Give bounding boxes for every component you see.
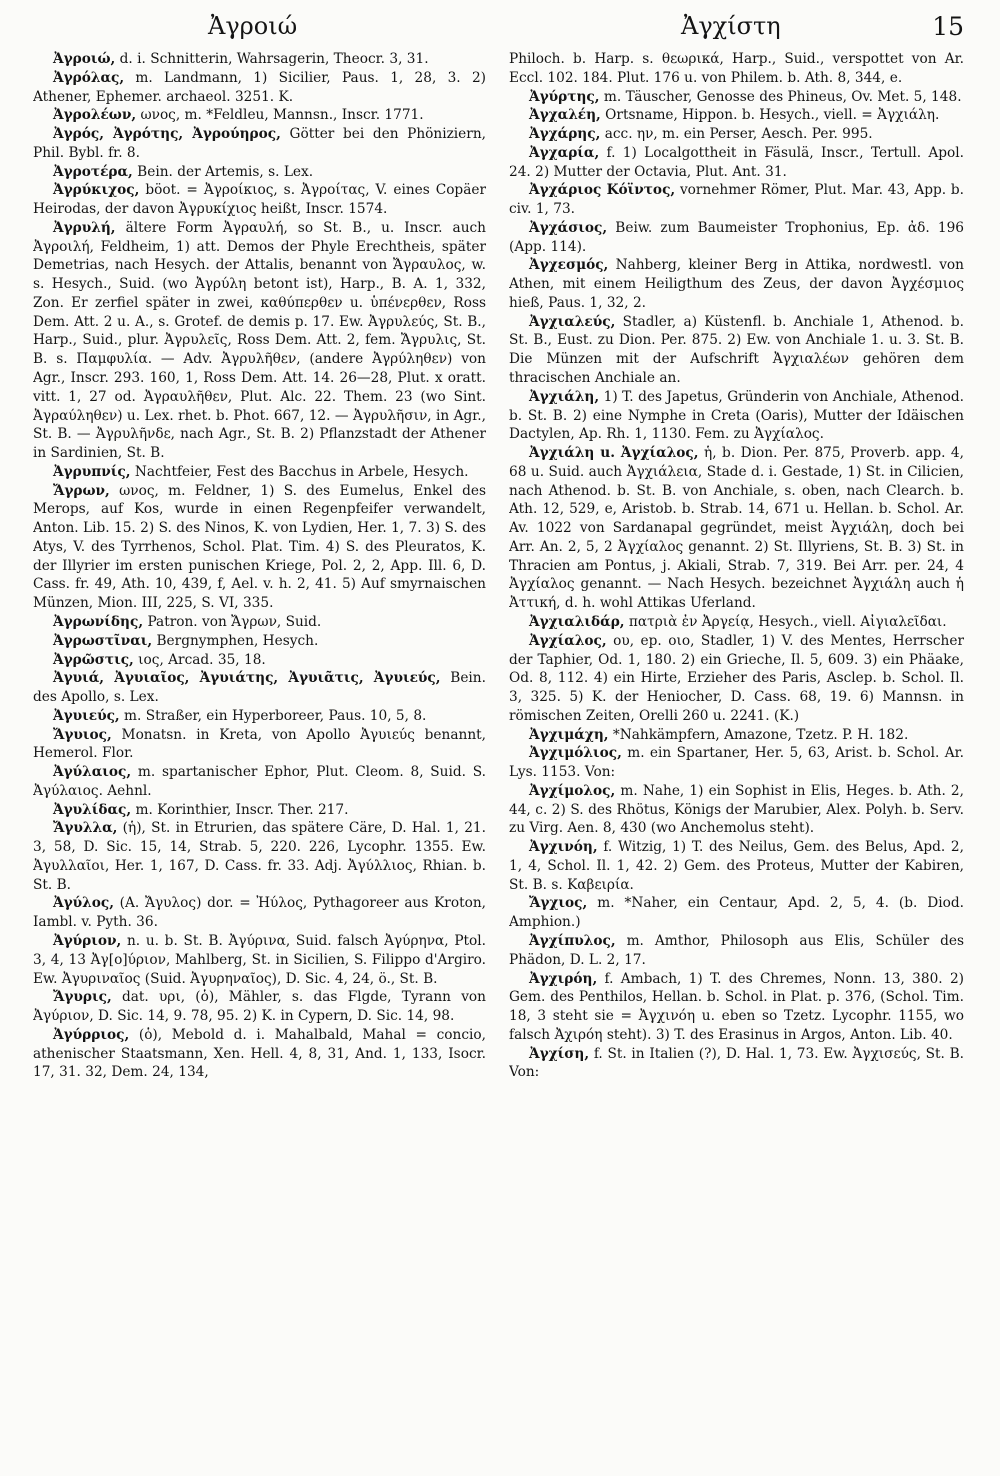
entry-text: m. spartanischer Ephor, Plut. Cleom. 8, Suid. S. Ἀγύλαιος. Aehnl. bbox=[33, 764, 486, 799]
dictionary-entry bbox=[33, 651, 486, 670]
entry-headword: Ἀγχιαλιδάρ, bbox=[529, 613, 625, 630]
entry-text: f. St. in Italien (?), D. Hal. 1, 73. Ew. Ἀγχισεύς, St. B. Von: bbox=[509, 1045, 964, 1081]
entry-headword: Ἀγχίμολος, bbox=[529, 782, 616, 799]
entry-headword: Ἀγχιαλεύς, bbox=[529, 313, 616, 330]
entry-text: Bein. der Artemis, s. Lex. bbox=[132, 163, 314, 180]
entry-headword: Ἀγρολέων, bbox=[53, 107, 137, 124]
entry-text: Nahberg, kleiner Berg in Attika, nordwestl. von Athen, mit einem Heiligthum des Zeus, der davon Ἀγχέσμιος hieß, Paus. 1, 32, 2. bbox=[509, 257, 964, 311]
entry-headword: Ἄγρων, bbox=[53, 482, 110, 499]
entry-headword: Ἀγρωνίδης, bbox=[53, 613, 144, 630]
entry-headword: Ἀγχάσιος, bbox=[529, 219, 608, 236]
dictionary-entry bbox=[509, 125, 964, 144]
dictionary-entry bbox=[509, 388, 964, 444]
dictionary-entry bbox=[33, 482, 486, 613]
dictionary-entry bbox=[33, 819, 486, 894]
dictionary-entry bbox=[509, 106, 964, 125]
entry-headword: Ἀγχιμάχη, bbox=[529, 726, 609, 743]
dictionary-entry bbox=[509, 256, 964, 312]
dictionary-entry bbox=[509, 782, 964, 838]
entry-text: m. Straßer, ein Hyperboreer, Paus. 10, 5, 8. bbox=[119, 707, 427, 724]
entry-text: Monatsn. in Kreta, von Apollo Ἀγυιεύς benannt, Hemerol. Flor. bbox=[33, 726, 486, 762]
dictionary-entry bbox=[33, 69, 486, 107]
entry-headword: Ἀγύριον, bbox=[53, 932, 122, 949]
dictionary-entry bbox=[509, 894, 964, 932]
dictionary-entry bbox=[33, 669, 486, 707]
dictionary-entry bbox=[509, 613, 964, 632]
entry-text: Ortsname, Hippon. b. Hesych., viell. = Ἀγχιάλη. bbox=[600, 107, 940, 124]
entry-text: 1) T. des Japetus, Gründerin von Anchiale, Athenod. b. St. B. 2) eine Nymphe in Creta (Oaris), Mutter der Idäischen Dactylen, Ap. Rh. 1, 1130. Fem. zu Ἀγχίαλος. bbox=[509, 388, 964, 443]
entry-headword: Ἀγύλος, bbox=[53, 895, 114, 912]
entry-text: πατριὰ ἐν Ἀργείᾳ, Hesych., viell. Αἰγιαλεῖδαι. bbox=[624, 613, 947, 630]
entry-headword: Ἀγχίση, bbox=[529, 1045, 590, 1062]
entry-headword: Ἀγυιεύς, bbox=[53, 707, 120, 724]
entry-text: m. *Naher, ein Centaur, Apd. 2, 5, 4. (b. Diod. Amphion.) bbox=[509, 895, 964, 931]
dictionary-entry bbox=[33, 219, 486, 463]
entry-text: m. Amthor, Philosoph aus Elis, Schüler des Phädon, D. L. 2, 17. bbox=[509, 932, 964, 968]
entry-text: m. ein Spartaner, Her. 5, 63, Arist. b. Schol. Ar. Lys. 1153. Von: bbox=[509, 745, 964, 781]
dictionary-entry bbox=[509, 181, 964, 219]
dictionary-entry bbox=[509, 970, 964, 1045]
dictionary-entry bbox=[33, 707, 486, 726]
entry-text: m. Korinthier, Inscr. Ther. 217. bbox=[131, 801, 349, 818]
dictionary-entry bbox=[509, 88, 964, 107]
entry-text: Bein. des Apollo, s. Lex. bbox=[33, 670, 486, 706]
entry-headword: Ἄγχιος, bbox=[529, 895, 588, 912]
dictionary-entry bbox=[33, 801, 486, 820]
entry-text: m. Täuscher, Genosse des Phineus, Ov. Met. 5, 148. bbox=[599, 88, 962, 105]
entry-headword: Ἀγχάρης, bbox=[529, 126, 601, 143]
entry-text: acc. ην, m. ein Perser, Aesch. Per. 995. bbox=[600, 126, 873, 143]
dictionary-entry bbox=[33, 106, 486, 125]
dictionary-entry bbox=[33, 463, 486, 482]
entry-text: böot. = Ἀγροίκιος, s. Ἀγροίτας, V. eines Copäer Heirodas, der davon Ἀγρυκίχιος heißt, Inscr. 1574. bbox=[33, 182, 486, 218]
entry-headword: Ἀγχάριος Κόϊντος, bbox=[529, 182, 676, 199]
running-head-right: Ἀγχίστη bbox=[681, 12, 781, 40]
entry-text: ωνος, m. Feldner, 1) S. des Eumelus, Enkel des Merops, auf Kos, wurde in einen Regenpfeifer verwandelt, Anton. Lib. 15. 2) S. des Ninos, K. von Lydien, Her. 1, 7. 3) S. des Atys, V. des Tyrrhenos, Schol. Plat. Tim. 4) S. des Pleuratos, K. der Illyrier im ersten punischen Kriege, Pol. 2, 2, App. Ill. 6, D. Cass. fr. 49, Ath. 10, 439, f, Ael. v. h. 2, 41. 5) Auf smyrnaischen Münzen, Mion. III, 225, S. VI, 335. bbox=[33, 482, 486, 612]
dictionary-entry bbox=[509, 932, 964, 970]
entry-headword: Ἀγχιμόλιος, bbox=[529, 745, 622, 762]
entry-headword: Ἀγροιώ, bbox=[53, 51, 116, 67]
entry-headword: Ἀγύρριος, bbox=[53, 1026, 130, 1043]
entry-headword: Ἀγχιάλη, bbox=[529, 388, 600, 405]
entry-text: ωνος, m. *Feldleu, Mannsn., Inscr. 1771. bbox=[136, 107, 424, 124]
page-header bbox=[36, 8, 964, 42]
entry-headword: Ἀγχεσμός, bbox=[529, 257, 609, 274]
entry-headword: Ἄγυρις, bbox=[53, 989, 112, 1006]
dictionary-entry bbox=[33, 894, 486, 932]
entry-headword: Ἀγχαρία, bbox=[529, 144, 600, 161]
dictionary-entry bbox=[33, 163, 486, 182]
entry-text: dat. υρι, (ὁ), Mähler, s. das Flgde, Tyrann von Ἀγύριον, D. Sic. 14, 9. 78, 95. 2) K. in Cypern, D. Sic. 14, 98. bbox=[33, 989, 486, 1025]
dictionary-entry bbox=[33, 726, 486, 764]
entry-headword: Ἀγρόλας, bbox=[53, 69, 125, 86]
entry-headword: Ἀγχιάλη u. Ἀγχίαλος, bbox=[529, 445, 699, 462]
left-column bbox=[33, 50, 486, 1470]
page-number: 15 bbox=[932, 12, 964, 41]
entry-headword: Ἀγρωστῖναι, bbox=[53, 632, 153, 649]
dictionary-entry bbox=[33, 632, 486, 651]
entry-headword: Ἀγχιρόη, bbox=[529, 970, 598, 987]
entry-headword: Ἀγρυλή, bbox=[53, 219, 116, 236]
entry-text: ου, ep. οιο, Stadler, 1) V. des Mentes, Herrscher der Taphier, Od. 1, 180. 2) ein Grieche, Il. 5, 609. 3) ein Phäake, Od. 8, 112. 4) ein Hirte, Erzieher des Paris, Asclep. b. Schol. Il. 3, 325. 5) K. der Heniocher, D. Cass. 68, 19. 6) Mannsn. in römischen Zeiten, Orelli 260 u. 2241. (K.) bbox=[509, 632, 964, 724]
entry-headword: Ἀγύλαιος, bbox=[53, 764, 132, 781]
dictionary-entry bbox=[33, 181, 486, 219]
entry-text: n. u. b. St. B. Ἀγύρινα, Suid. falsch Ἀγύρηνα, Ptol. 3, 4, 13 Ἀγ[ο]ύριον, Mahlberg, St. in Sicilien, S. Filippo d'Argiro. Ew. Ἀγυριναῖος (Suid. Ἀγυρηναῖος), D. Sic. 4, 24, ö., St. B. bbox=[33, 932, 486, 987]
entry-text: (ἡ), St. in Etrurien, das spätere Cäre, D. Hal. 1, 21. 3, 58, D. Sic. 15, 14, Strab. 5, 220. 226, Lycophr. 1355. Ew. Ἀγυλλαῖοι, Her. 1, 167, D. Cass. fr. 33. Adj. Ἀγύλλιος, Rhian. b. St. B. bbox=[33, 820, 486, 893]
entry-headword: Ἀγυλίδας, bbox=[53, 801, 132, 818]
dictionary-entry bbox=[509, 313, 964, 388]
entry-text: Philoch. b. Harp. s. θεωρικά, Harp., Suid., verspottet von Ar. Eccl. 102. 184. Plut. 176 u. von Philem. b. Ath. 8, 344, e. bbox=[509, 51, 964, 86]
entry-headword: Ἀγχίαλος, bbox=[529, 632, 607, 649]
dictionary-entry bbox=[33, 988, 486, 1026]
entry-headword: Ἀγρύκιχος, bbox=[53, 182, 140, 199]
entry-text: *Nahkämpfern, Amazone, Tzetz. P. H. 182. bbox=[608, 726, 909, 743]
entry-headword: Ἀγρυπνίς, bbox=[53, 463, 131, 480]
entry-headword: Ἄγυλλα, bbox=[53, 820, 118, 837]
entry-headword: Ἀγρῶστις, bbox=[53, 651, 134, 668]
dictionary-entry bbox=[33, 613, 486, 632]
entry-text: Beiw. zum Baumeister Trophonius, Ep. ἀδ. 196 (App. 114). bbox=[509, 219, 964, 255]
entry-headword: Ἄγυιος, bbox=[53, 726, 112, 743]
entry-text: ιος, Arcad. 35, 18. bbox=[133, 651, 266, 668]
entry-text: m. Landmann, 1) Sicilier, Paus. 1, 28, 3. 2) Athener, Ephemer. archaeol. 3251. K. bbox=[33, 69, 486, 105]
entry-text: Nachtfeier, Fest des Bacchus in Arbele, Hesych. bbox=[130, 463, 469, 480]
running-head-left: Ἀγροιώ bbox=[208, 12, 298, 40]
dictionary-entry bbox=[509, 744, 964, 782]
entry-text: vornehmer Römer, Plut. Mar. 43, App. b. civ. 1, 73. bbox=[509, 182, 964, 218]
entry-headword: Ἀγχινόη, bbox=[529, 839, 598, 856]
entry-text: f. Ambach, 1) T. des Chremes, Nonn. 13, 380. 2) Gem. des Penthilos, Hellan. b. Schol. in Plat. p. 376, (Schol. Tim. 18, 3 steht sie = Ἀγχινόη u. eben so Tzetz. Lycophr. 1155, wo falsch Ἀχιρόη steht). 3) T. des Erasinus in Argos, Anton. Lib. 40. bbox=[509, 970, 964, 1043]
dictionary-entry bbox=[509, 726, 964, 745]
dictionary-entry bbox=[33, 763, 486, 801]
entry-text: Stadler, a) Küstenfl. b. Anchiale 1, Athenod. b. St. B., Eust. zu Dion. Per. 875. 2) Ew. von Anchiale 1. u. 3. St. B. Die Münzen mit der Aufschrift Ἀγχιαλέων gehören dem thracischen Anchiale an. bbox=[509, 313, 964, 387]
entry-text: Patron. von Ἄγρων, Suid. bbox=[143, 613, 322, 630]
dictionary-entry bbox=[509, 1045, 964, 1083]
entry-headword: Ἀγύρτης, bbox=[529, 88, 600, 105]
dictionary-entry bbox=[509, 144, 964, 182]
dictionary-entry bbox=[509, 50, 964, 88]
right-column bbox=[509, 50, 964, 1470]
dictionary-entry bbox=[509, 219, 964, 257]
entry-text: f. 1) Localgottheit in Fäsulä, Inscr., Tertull. Apol. 24. 2) Mutter der Octavia, Plut. Ant. 31. bbox=[509, 144, 964, 180]
entry-text: ἡ, b. Dion. Per. 875, Proverb. app. 4, 68 u. Suid. auch Ἀγχιάλεια, Stade d. i. Gestade, 1) St. in Cilicien, nach Athenod. b. St. B. von Anchiale, s. oben, nach Clearch. b. Ath. 12, 529, e, Aristob. b. Strab. 14, 671 u. Hellan. b. Schol. Ar. Av. 1022 von Sardanapal gegründet, meist Ἀγχιάλη, doch bei Arr. An. 2, 5, 2 Ἀγχίαλος genannt. 2) St. Illyriens, St. B. 3) St. in Thracien am Pontus, j. Akiali, Strab. 7, 319. Bei Arr. per. 24, 4 Ἀγχίαλος genannt. — Nach Hesych. bezeichnet Ἀγχιάλη auch ἡ Ἀττική, d. h. wohl Attikas Uferland. bbox=[509, 445, 964, 612]
dictionary-entry bbox=[509, 838, 964, 894]
entry-text: (A. Ἄγυλος) dor. = Ἠύλος, Pythagoreer aus Kroton, Iambl. v. Pyth. 36. bbox=[33, 895, 486, 931]
entry-text: d. i. Schnitterin, Wahrsagerin, Theocr. 3, 31. bbox=[115, 51, 429, 67]
dictionary-entry bbox=[33, 932, 486, 988]
entry-headword: Ἀγχίπυλος, bbox=[529, 932, 616, 949]
entry-headword: Ἀγχαλέη, bbox=[529, 107, 601, 124]
dictionary-entry bbox=[33, 1026, 486, 1082]
dictionary-entry bbox=[509, 444, 964, 613]
entry-text: ältere Form Ἀγραυλή, so St. B., u. Inscr. auch Ἀγροιλή, Feldheim, 1) att. Demos der Phyle Erechtheis, später Demetrias, nach Hesych. der Attalis, benannt von Ἄγραυλος, w. s. Hesych., Suid. (wo Ἀγρύλη betont ist), Harp., B. A. 1, 332, Zon. Er zerfiel später in zwei, καθύπερθεν u. ὑπένερθεν, Ross Dem. Att. 2 u. A., s. Grotef. de demis p. 17. Ew. Ἀγρυλεύς, St. B., Harp., Suid., plur. Ἀγρυλεῖς, Ross Dem. Att. 2, fem. Ἄγρυλις, St. B. s. Παμφυλία. — Adv. Ἀγρυλῆθεν, (andere Ἀγρύληθεν) von Agr., Inscr. 293. 160, 1, Ross Dem. Att. 14. 26—28, Plut. x oratt. vitt. 1, 27 od. Ἀγραυλῆθεν, Plut. Alc. 22. Them. 23 (wo Sint. Ἀγραύληθεν) u. Lex. rhet. b. Phot. 667, 12. — Ἀγρυλῆσιν, in Agr., St. B. — Ἀγρυλῆνδε, nach Agr., St. B. 2) Pflanzstadt der Athener in Sardinien, St. B. bbox=[33, 219, 486, 462]
entry-text: Bergnymphen, Hesych. bbox=[152, 632, 319, 649]
dictionary-entry bbox=[509, 632, 964, 726]
entry-text: f. Witzig, 1) T. des Neilus, Gem. des Belus, Apd. 2, 1, 4, Schol. Il. 1, 42. 2) Gem. des Proteus, Mutter der Kabiren, St. B. s. Καβειρία. bbox=[509, 839, 964, 893]
entry-headword: Ἀγυιά, Ἀγυιαῖος, Ἀγυιάτης, Ἀγυιᾶτις, Ἀγυιεύς, bbox=[53, 670, 441, 687]
entry-text: Götter bei den Phöniziern, Phil. Bybl. fr. 8. bbox=[33, 126, 486, 161]
entry-headword: Ἀγροτέρα, bbox=[53, 163, 133, 180]
entry-text: m. Nahe, 1) ein Sophist in Elis, Heges. b. Ath. 2, 44, c. 2) S. des Rhötus, Königs der Marubier, Alex. Polyh. b. Serv. zu Virg. Aen. 8, 430 (wo Anchemolus steht). bbox=[509, 782, 964, 837]
dictionary-entry bbox=[33, 50, 486, 69]
entry-text: (ὁ), Mebold d. i. Mahalbald, Mahal = concio, athenischer Staatsmann, Xen. Hell. 4, 8, 31, And. 1, 133, Isocr. 17, 31. 32, Dem. 24, 134, bbox=[33, 1026, 486, 1081]
dictionary-entry bbox=[33, 125, 486, 163]
entry-headword: Ἀγρός, Ἀγρότης, Ἀγρούηρος, bbox=[53, 126, 281, 143]
